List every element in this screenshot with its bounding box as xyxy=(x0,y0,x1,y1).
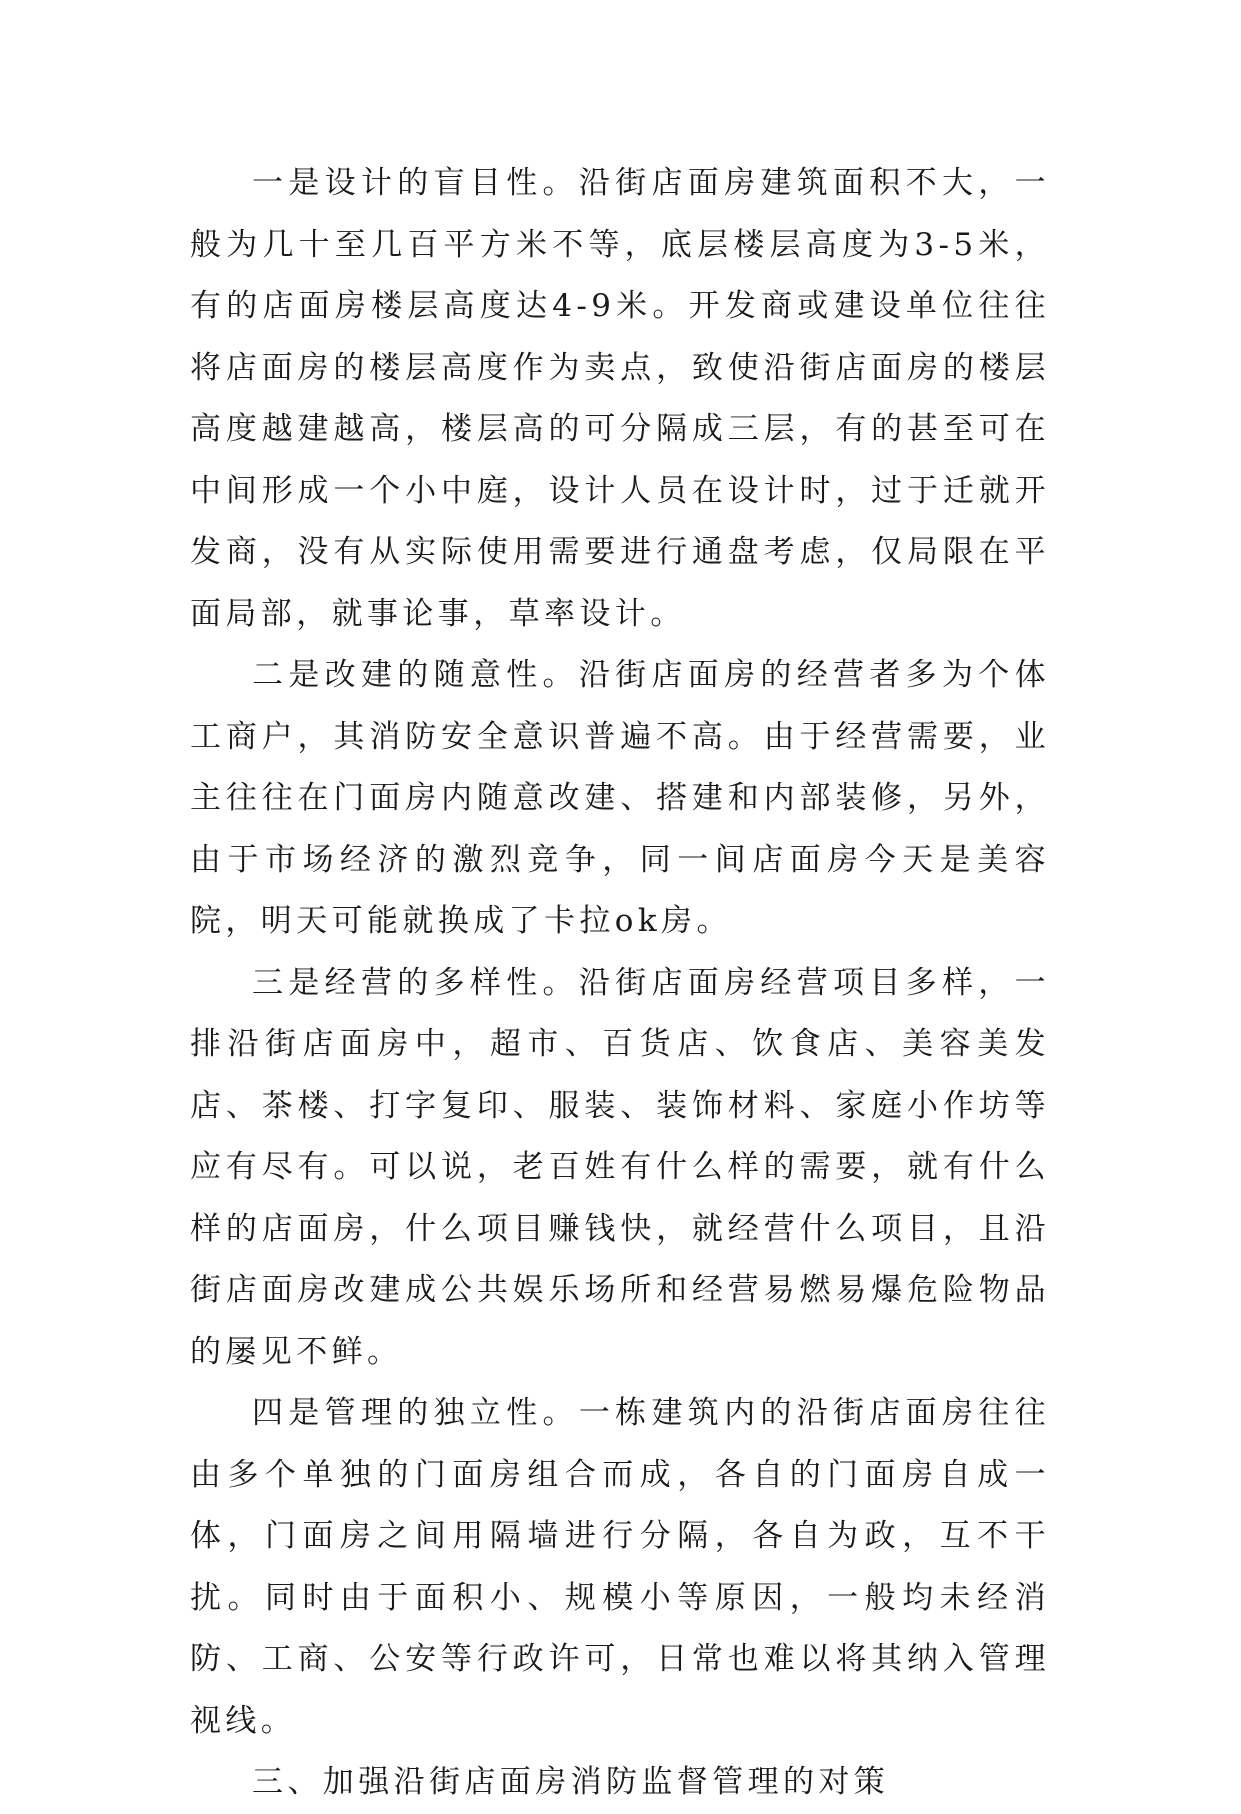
paragraph-renovation-arbitrariness: 二是改建的随意性。沿街店面房的经营者多为个体工商户，其消防安全意识普遍不高。由于经营需要，业主往往在门面房内随意改建、搭建和内部装修，另外，由于市场经济的激烈竞争，同一间店面房今天是美容院，明天可能就换成了卡拉ok房。 xyxy=(190,657,1050,939)
document-body xyxy=(190,153,1050,1814)
paragraph-design-blindness: 一是设计的盲目性。沿街店面房建筑面积不大，一般为几十至几百平方米不等，底层楼层高度为3-5米，有的店面房楼层高度达4-9米。开发商或建设单位往往将店面房的楼层高度作为卖点，致使沿街店面房的楼层高度越建越高，楼层高的可分隔成三层，有的甚至可在中间形成一个小中庭，设计人员在设计时，过于迁就开发商，没有从实际使用需要进行通盘考虑，仅局限在平面局部，就事论事，草率设计。 xyxy=(190,165,1050,632)
section-heading: 三、加强沿街店面房消防监督管理的对策 xyxy=(252,1764,890,1800)
paragraph-management-independence: 四是管理的独立性。一栋建筑内的沿街店面房往往由多个单独的门面房组合而成，各自的门面房自成一体，门面房之间用隔墙进行分隔，各自为政，互不干扰。同时由于面积小、规模小等原因，一般均未经消防、工商、公安等行政许可，日常也难以将其纳入管理视线。 xyxy=(190,1395,1050,1739)
paragraph-business-diversity: 三是经营的多样性。沿街店面房经营项目多样，一排沿街店面房中，超市、百货店、饮食店、美容美发店、茶楼、打字复印、服装、装饰材料、家庭小作坊等应有尽有。可以说，老百姓有什么样的需要，就有什么样的店面房，什么项目赚钱快，就经营什么项目，且沿街店面房改建成公共娱乐场所和经营易燃易爆危险物品的屡见不鲜。 xyxy=(190,964,1050,1370)
